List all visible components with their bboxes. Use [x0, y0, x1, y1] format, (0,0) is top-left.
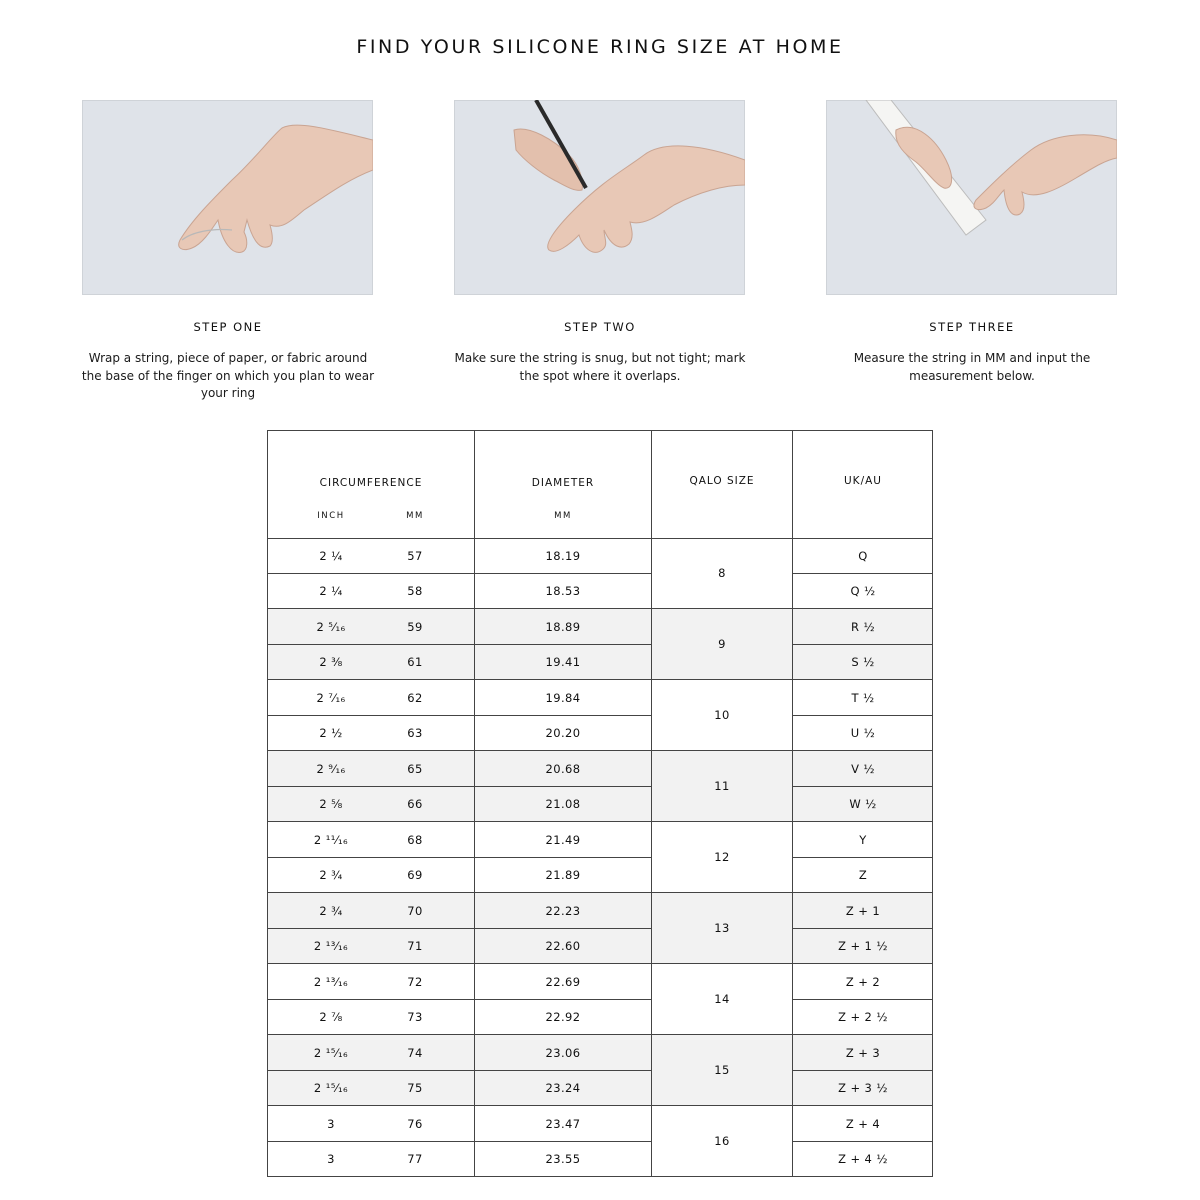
- cell-qalo-size: 16: [714, 1134, 730, 1148]
- cell-diameter: 18.89: [545, 620, 581, 634]
- cell-inch: 2 ¼: [319, 584, 343, 598]
- column-divider: [474, 431, 475, 1176]
- size-group: [268, 680, 932, 751]
- cell-uk-au: Z + 1 ½: [838, 939, 888, 953]
- cell-diameter: 20.20: [545, 726, 581, 740]
- cell-inch: 3: [327, 1152, 335, 1166]
- cell-qalo-size: 11: [714, 779, 730, 793]
- cell-qalo-size: 12: [714, 850, 730, 864]
- row-divider: [792, 573, 933, 574]
- step-two: [450, 320, 750, 385]
- cell-diameter: 20.68: [545, 762, 581, 776]
- cell-mm: 62: [407, 691, 423, 705]
- cell-uk-au: V ½: [851, 762, 875, 776]
- size-group: [268, 751, 932, 822]
- row-divider: [268, 928, 651, 929]
- cell-uk-au: Z + 4: [845, 1117, 881, 1131]
- cell-inch: 2 ⅞: [319, 1010, 343, 1024]
- table-header: [268, 431, 932, 539]
- row-divider: [268, 857, 651, 858]
- size-group: [268, 1035, 932, 1106]
- row-divider: [792, 1141, 933, 1142]
- cell-mm: 70: [407, 904, 423, 918]
- cell-diameter: 21.89: [545, 868, 581, 882]
- cell-inch: 2 ¹⁵⁄₁₆: [313, 1046, 349, 1060]
- step-two-photo: [454, 100, 745, 295]
- cell-uk-au: Q ½: [850, 584, 876, 598]
- header-uk-au: UK/AU: [844, 475, 882, 487]
- cell-inch: 2 ¾: [319, 868, 343, 882]
- cell-diameter: 19.84: [545, 691, 581, 705]
- cell-diameter: 22.92: [545, 1010, 581, 1024]
- cell-inch: 2 ¹³⁄₁₆: [313, 939, 349, 953]
- cell-mm: 69: [407, 868, 423, 882]
- cell-mm: 72: [407, 975, 423, 989]
- cell-inch: 2 ¾: [319, 904, 343, 918]
- step-one-title: STEP ONE: [193, 320, 263, 334]
- size-group: [268, 609, 932, 680]
- cell-qalo-size: 8: [718, 566, 726, 580]
- cell-uk-au: U ½: [850, 726, 876, 740]
- header-diameter: DIAMETER: [531, 477, 595, 489]
- cell-inch: 2 ⅝: [319, 797, 343, 811]
- row-divider: [268, 1070, 651, 1071]
- cell-mm: 73: [407, 1010, 423, 1024]
- cell-mm: 65: [407, 762, 423, 776]
- cell-uk-au: Z + 4 ½: [838, 1152, 888, 1166]
- row-divider: [268, 644, 651, 645]
- cell-diameter: 21.49: [545, 833, 581, 847]
- row-divider: [268, 715, 651, 716]
- cell-mm: 59: [407, 620, 423, 634]
- cell-diameter: 23.24: [545, 1081, 581, 1095]
- cell-diameter: 22.23: [545, 904, 581, 918]
- cell-inch: 3: [327, 1117, 335, 1131]
- cell-uk-au: Z + 3: [845, 1046, 881, 1060]
- row-divider: [268, 999, 651, 1000]
- step-two-title: STEP TWO: [564, 320, 636, 334]
- row-divider: [792, 999, 933, 1000]
- size-group: [268, 538, 932, 609]
- cell-inch: 2 ¹⁵⁄₁₆: [313, 1081, 349, 1095]
- cell-qalo-size: 13: [714, 921, 730, 935]
- cell-diameter: 21.08: [545, 797, 581, 811]
- row-divider: [792, 857, 933, 858]
- row-divider: [792, 928, 933, 929]
- header-circumference: CIRCUMFERENCE: [319, 477, 423, 489]
- cell-qalo-size: 14: [714, 992, 730, 1006]
- cell-uk-au: W ½: [849, 797, 877, 811]
- cell-uk-au: R ½: [851, 620, 875, 634]
- cell-uk-au: Z: [858, 868, 868, 882]
- cell-uk-au: Z + 1: [845, 904, 881, 918]
- cell-qalo-size: 10: [714, 708, 730, 722]
- row-divider: [792, 715, 933, 716]
- step-three-photo: [826, 100, 1117, 295]
- size-group: [268, 964, 932, 1035]
- cell-inch: 2 ¹³⁄₁₆: [313, 975, 349, 989]
- cell-mm: 75: [407, 1081, 423, 1095]
- row-divider: [268, 573, 651, 574]
- cell-uk-au: Z + 2 ½: [838, 1010, 888, 1024]
- header-mm: MM: [406, 511, 424, 521]
- cell-mm: 57: [407, 549, 423, 563]
- cell-qalo-size: 15: [714, 1063, 730, 1077]
- cell-qalo-size: 9: [718, 637, 726, 651]
- cell-uk-au: Q: [858, 549, 868, 563]
- cell-mm: 71: [407, 939, 423, 953]
- cell-diameter: 19.41: [545, 655, 581, 669]
- cell-uk-au: Z + 3 ½: [838, 1081, 888, 1095]
- cell-diameter: 22.69: [545, 975, 581, 989]
- step-three-description: Measure the string in MM and input the measurement below.: [853, 351, 1091, 383]
- column-divider: [792, 431, 793, 1176]
- cell-diameter: 18.19: [545, 549, 581, 563]
- cell-uk-au: Z + 2: [845, 975, 881, 989]
- cell-inch: 2 ⁷⁄₁₆: [316, 691, 346, 705]
- cell-inch: 2 ½: [319, 726, 343, 740]
- size-group: [268, 1106, 932, 1177]
- cell-mm: 68: [407, 833, 423, 847]
- header-inch: INCH: [317, 511, 345, 521]
- cell-mm: 76: [407, 1117, 423, 1131]
- cell-inch: 2 ⅜: [319, 655, 343, 669]
- step-one-description: Wrap a string, piece of paper, or fabric around the base of the finger on which you plan to wear your ring: [81, 351, 375, 400]
- size-group: [268, 893, 932, 964]
- cell-diameter: 23.47: [545, 1117, 581, 1131]
- step-one-photo: [82, 100, 373, 295]
- cell-diameter: 22.60: [545, 939, 581, 953]
- cell-diameter: 23.06: [545, 1046, 581, 1060]
- row-divider: [792, 1070, 933, 1071]
- row-divider: [792, 644, 933, 645]
- page-title: FIND YOUR SILICONE RING SIZE AT HOME: [356, 36, 844, 58]
- step-two-description: Make sure the string is snug, but not tight; mark the spot where it overlaps.: [454, 351, 746, 383]
- cell-diameter: 23.55: [545, 1152, 581, 1166]
- cell-mm: 63: [407, 726, 423, 740]
- step-three-title: STEP THREE: [929, 320, 1015, 334]
- cell-mm: 74: [407, 1046, 423, 1060]
- cell-mm: 66: [407, 797, 423, 811]
- cell-inch: 2 ⁹⁄₁₆: [316, 762, 346, 776]
- cell-inch: 2 ¼: [319, 549, 343, 563]
- cell-uk-au: S ½: [851, 655, 875, 669]
- size-group: [268, 822, 932, 893]
- ring-size-table: [267, 430, 933, 1177]
- header-diameter-unit: MM: [554, 511, 572, 521]
- step-three: [822, 320, 1122, 385]
- cell-diameter: 18.53: [545, 584, 581, 598]
- row-divider: [268, 1141, 651, 1142]
- header-qalo-size: QALO SIZE: [689, 475, 755, 487]
- row-divider: [268, 786, 651, 787]
- cell-uk-au: T ½: [851, 691, 875, 705]
- column-divider: [651, 431, 652, 1176]
- cell-inch: 2 ¹¹⁄₁₆: [313, 833, 349, 847]
- cell-inch: 2 ⁵⁄₁₆: [316, 620, 346, 634]
- step-one: [78, 320, 378, 403]
- cell-uk-au: Y: [859, 833, 867, 847]
- cell-mm: 77: [407, 1152, 423, 1166]
- row-divider: [792, 786, 933, 787]
- cell-mm: 58: [407, 584, 423, 598]
- cell-mm: 61: [407, 655, 423, 669]
